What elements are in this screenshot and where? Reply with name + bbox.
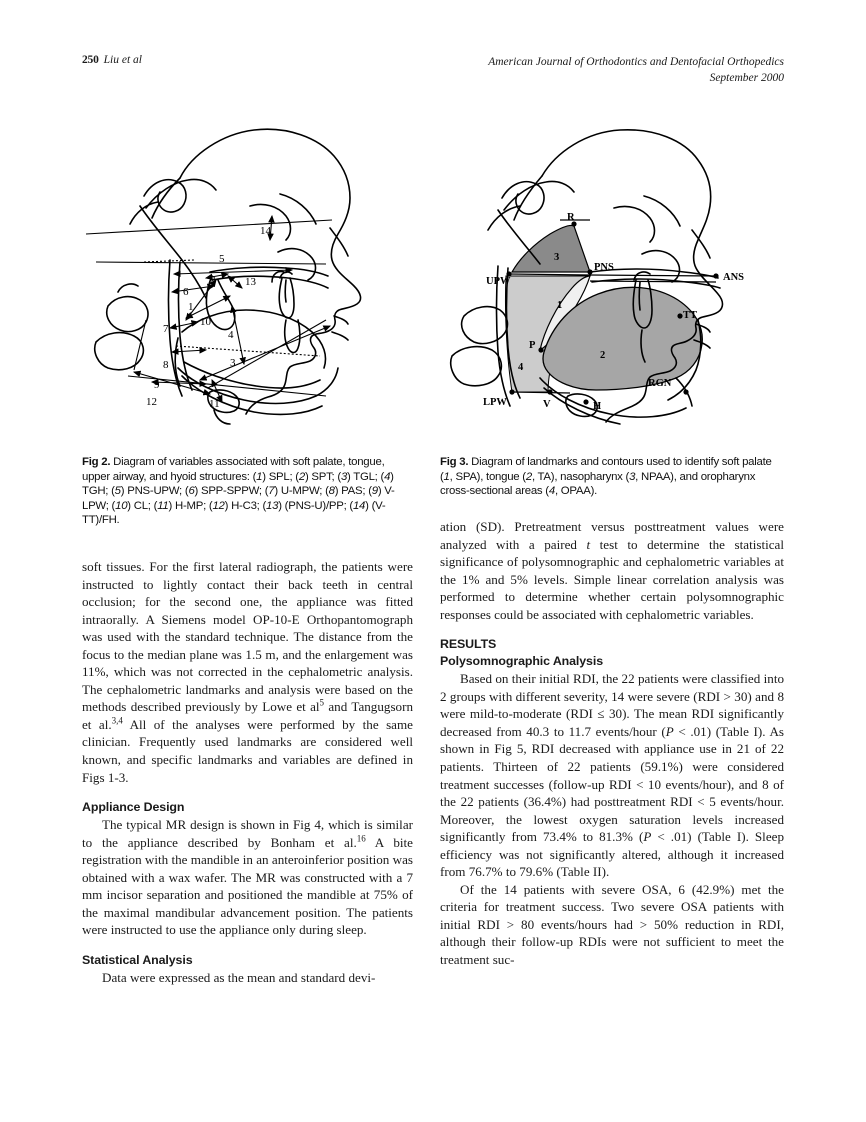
fig3-num-2: 2: [600, 350, 606, 361]
fig2-num-5: 5: [219, 253, 225, 265]
fig2-num-4: 4: [228, 329, 234, 341]
fig2-palatal-plane: [96, 262, 326, 264]
para-r2-italic-p1: P: [665, 723, 674, 739]
para-l1-c: All of the analyses were performed by the same clinician. Frequently used landmarks are considered well known, and specific landmarks and variables are defined in Figs 1-3.: [82, 716, 413, 785]
fig2-num-9: 9: [154, 379, 160, 391]
fig3-label-PNS: PNS: [594, 262, 614, 273]
ref-5: 5: [319, 698, 325, 709]
para-l2-a: The typical MR design is shown in Fig 4, which is similar to the appliance described by Bonham et al.: [82, 817, 413, 850]
fig3-label-V: V: [543, 399, 551, 410]
heading-polysomnographic-analysis: Polysomnographic Analysis: [440, 654, 603, 669]
para-l2-b: A bite registration with the mandible in an anteroinferior position was obtained with a wax wafer. The MR was constructed with a 7 mm incisor separation and positioned the mandible at 75% of the maximal mandibular advancement position. The patients were instructed to use the appliance only during sleep.: [82, 834, 413, 938]
fig3-point-PNS: [587, 269, 592, 274]
fig3-num-4: 4: [518, 362, 524, 373]
para-l1-b: and Tangugsorn et al.: [82, 699, 413, 732]
ref-3-4: 3,4: [111, 715, 123, 726]
para-r2-a: Based on their initial RDI, the 22 patients were classified into 2 groups with different severity, 14 were severe (RDI > 30) and 8 were mild-to-moderate (RDI ≤ 30). The mean RDI significantly decreased from 40.3 to 11.7 events/hour (: [440, 671, 784, 739]
page-number: 250: [82, 54, 99, 66]
fig3-label-UPW: UPW: [486, 276, 511, 287]
para-r1-a: ation (SD). Pretreatment versus posttreatment values were analyzed with a paired: [440, 519, 784, 552]
fig3-pns-ans-line: [590, 275, 716, 276]
fig2-num-13: 13: [245, 276, 256, 288]
paragraph-appliance-design: [82, 816, 413, 939]
fig2-cephalometric-tracing: [82, 120, 412, 425]
fig3-point-V: [547, 389, 552, 394]
fig2-num-3: 3: [230, 357, 236, 369]
fig3-area-3-npaa: [512, 225, 590, 272]
figure-3-caption-label: Fig 3.: [440, 456, 469, 468]
body-column-left: [82, 558, 413, 986]
para-r2-b: < .01) (Table I). As shown in Fig 5, RDI decreased with appliance use in 21 of 22 patients. Thirteen of 22 patients (59.1%) were considered treatment successes (follow-up RDI < 10 events/hour), and 8 of the 22 patients (36.4%) had posttreatment RDI < 5 events/hour. Moreover, the lowest oxygen saturation levels increased significantly from 73.4% to 81.3% (: [440, 723, 784, 845]
figure-3-caption-text: Diagram of landmarks and contours used to identify soft palate (1, SPA), tongue (2, TA), nasopharynx (3, NPAA), and oropharynx cross-sectional areas (4, OPAA).: [440, 456, 772, 498]
fig3-shaded-areas: [505, 225, 702, 392]
figure-2-caption-label: Fig 2.: [82, 456, 111, 468]
fig2-line-4: [232, 306, 244, 364]
fig3-label-H: H: [593, 401, 602, 412]
fig2-num-6: 6: [183, 286, 189, 298]
issue-date: September 2000: [709, 72, 784, 84]
fig3-point-RGN: [683, 389, 688, 394]
paragraph-rdi-results: [440, 670, 784, 881]
fig2-num-7: 7: [163, 323, 169, 335]
para-l1-a: soft tissues. For the first lateral radiograph, the patients were instructed to lightly contact their back teeth in central occlusion; for the second one, the appliance was fitted intraorally. A Siemens model OP-10-E Orthopantomograph was used with the standard technique. The distance from the focus to the median plane was 1.5 m, and the enlargement was 11%, which was not corrected in the cephalometric analysis. The cephalometric landmarks and analysis were based on the methods described previously by Lowe et al: [82, 559, 413, 715]
figure-3-caption: [440, 455, 784, 499]
running-head-authors: Liu et al: [103, 54, 142, 66]
fig2-line-7: [170, 322, 198, 328]
paragraph-statistical-analysis: Data were expressed as the mean and standard devi-: [102, 969, 376, 985]
paragraph-methods-radiograph: [82, 558, 413, 786]
running-head: [82, 54, 784, 94]
fig3-upw-pns: [509, 274, 590, 275]
running-head-right: [488, 54, 784, 86]
fig2-num-10: 10: [200, 316, 211, 328]
fig3-label-LPW: LPW: [483, 397, 507, 408]
fig3-label-TT: TT: [683, 310, 698, 321]
fig3-point-P: [538, 347, 543, 352]
fig3-num-3: 3: [554, 252, 560, 263]
journal-title: American Journal of Orthodontics and Dentofacial Orthopedics: [488, 56, 784, 68]
fig3-lpw-v: [512, 392, 570, 393]
fig2-num-14: 14: [260, 225, 271, 237]
para-r1-b: test to determine the statistical significance of polysomnographic and cephalometric variables at the 1% and 5% levels. Simple linear correlation analysis was performed to determine whether certain polysomnographic responses could be associated with cephalometric variables.: [440, 536, 784, 622]
para-r2-italic-p2: P: [643, 829, 652, 845]
fig2-num-1: 1: [188, 301, 194, 313]
fig2-num-8: 8: [163, 359, 169, 371]
heading-appliance-design: Appliance Design: [82, 800, 185, 815]
fig2-ref-line-2: [144, 260, 194, 262]
para-r1-italic-t: t: [586, 536, 591, 552]
heading-statistical-analysis: Statistical Analysis: [82, 952, 193, 967]
fig3-palatal-plane: [590, 281, 716, 282]
fig3-num-1: 1: [557, 300, 563, 311]
fig2-fh-plane: [86, 220, 332, 234]
fig2-line-8: [172, 350, 206, 352]
fig3-label-RGN: RGN: [648, 378, 672, 389]
fig3-label-P: P: [529, 340, 536, 351]
body-column-right: [440, 518, 784, 969]
paragraph-statistics-cont: [440, 518, 784, 623]
fig2-num-11: 11: [209, 398, 220, 410]
ref-16: 16: [356, 833, 366, 844]
figure-2-caption: [82, 455, 414, 528]
fig3-cephalometric-area-tracing: [440, 120, 784, 425]
heading-results: RESULTS: [440, 637, 497, 652]
fig3-point-TT: [677, 313, 682, 318]
fig3-label-R: R: [567, 212, 575, 223]
running-head-left: [82, 54, 142, 66]
figure-2-caption-text: Diagram of variables associated with soft palate, tongue, upper airway, and hyoid structures: (1) SPL; (2) SPT; (3) TGL; (4) TGH; (5) PNS-UPW; (6) SPP-SPPW; (7) U-MPW; (8) PAS; (9) V-LPW; (10) CL; (11) H-MP; (12) H-C3; (13) (PNS-U)/PP; (14) (V-TT)/FH.: [82, 456, 395, 527]
para-r2-c: < .01) (Table I). Sleep efficiency was not significantly altered, although it increased from 76.7% to 79.6% (Table II).: [440, 829, 784, 880]
figure-3: [440, 120, 784, 430]
fig3-label-ANS: ANS: [723, 272, 745, 283]
fig3-point-H: [583, 399, 588, 404]
paragraph-severe-osa: Of the 14 patients with severe OSA, 6 (42.9%) met the criteria for treatment success. Two severe OSA patients with initial RDI > 80 events/hours had > 50% reduction in RDI, although their follow-up RDIs were not sufficient to meet the treatment suc-: [440, 881, 784, 968]
figure-2: [82, 120, 412, 430]
fig2-num-2: 2: [210, 274, 216, 286]
fig2-line-5: [174, 270, 292, 274]
fig2-num-12: 12: [146, 396, 157, 408]
fig2-line-3: [200, 326, 330, 380]
